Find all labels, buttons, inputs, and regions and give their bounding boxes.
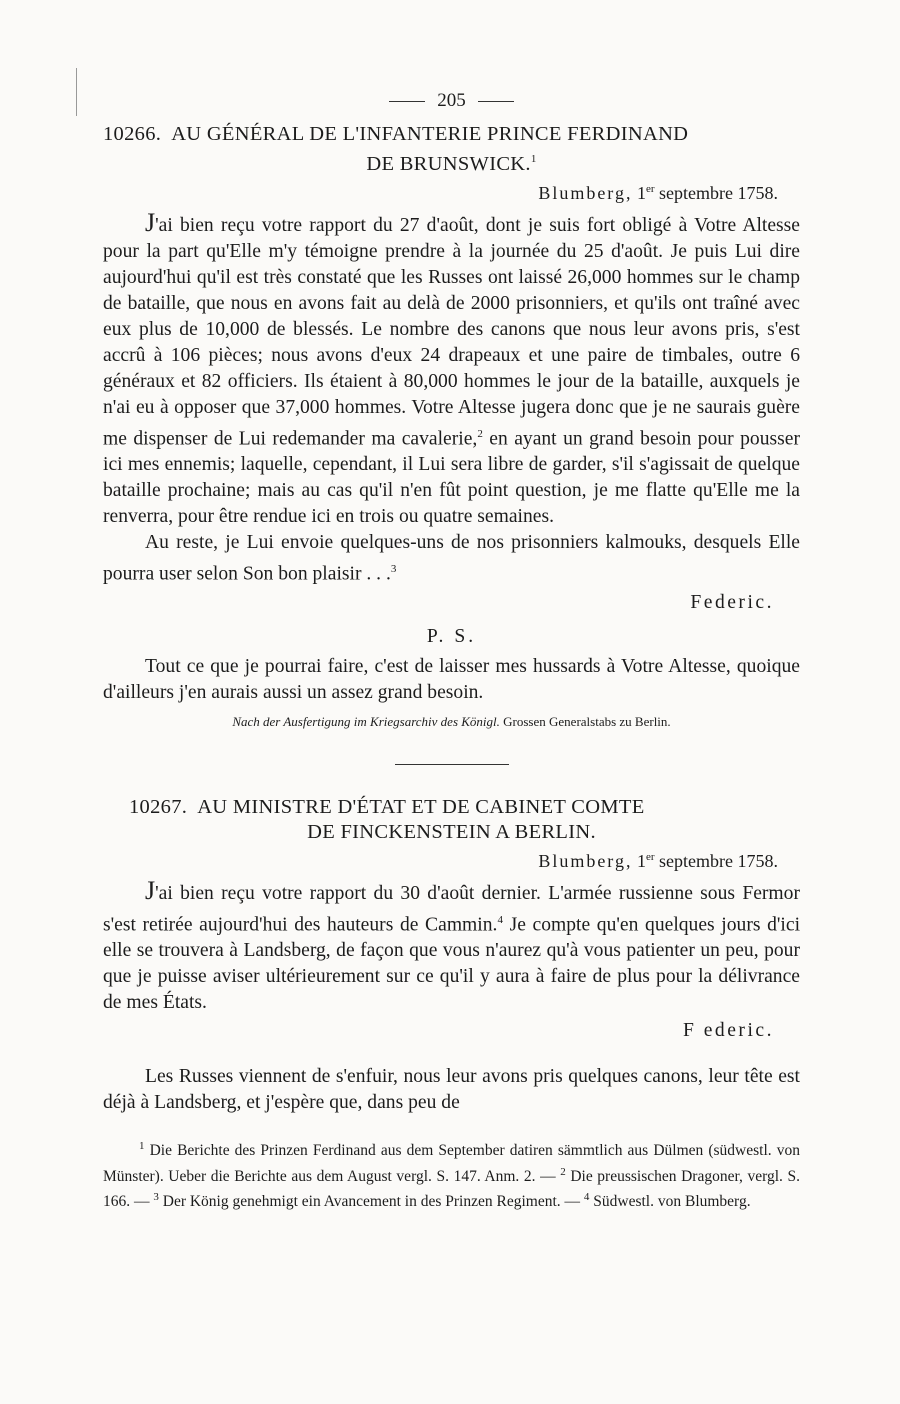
footnote-ref-1: 1 — [530, 153, 537, 165]
letter-1-heading — [103, 122, 800, 177]
footnote-1-marker: 1 — [139, 1140, 145, 1153]
footnote-ref-4: 4 — [497, 913, 503, 926]
section-divider — [395, 764, 509, 765]
letter-1-paragraph-1 — [103, 207, 800, 531]
letter-1-paragraph-2-text: Au reste, je Lui envoie quelques-uns de nos prisonniers kalmouks, desquels Elle pourra user selon Son bon plaisir . . . — [103, 532, 800, 585]
footnotes — [103, 1136, 800, 1211]
letter-1-paragraph-1-cont: en ayant un grand besoin pour pousser ici mes ennemis; laquelle, cependant, il Lui sera libre de garder, s'il s'agissait de quelque bataille prochaine; mais au cas qu'il n'en fût point question, je me flatte qu'Elle me la renverra, pour être rendue ici en trois ou quatre semaines. — [103, 428, 800, 528]
source-note-part-b: Grossen Generalstabs zu Berlin. — [503, 713, 671, 729]
letter-2-number: 10267. — [129, 795, 188, 818]
footnote-3-text: Der König genehmigt ein Avancement in des Prinzen Regiment. — — [158, 1192, 581, 1210]
letter-2-initial: J — [145, 875, 156, 905]
margin-mark — [76, 68, 77, 116]
letter-1-paragraph-2 — [103, 530, 800, 588]
footnote-ref-2: 2 — [477, 427, 483, 440]
letter-1-paragraph-1-text: 'ai bien reçu votre rapport du 27 d'août, dont je suis fort obligé à Votre Altesse pour la part qu'Elle m'y témoigne prendre à la journée du 25 d'août. Je puis Lui dire aujourd'hui qu'il est très constaté que les Russes ont laissé 26,000 hommes sur le champ de bataille, que nous en avons fait au delà de 2000 prisonniers, et qu'ils ont traîné avec eux plus de 10,000 de blessés. Le nombre des canons que nous leur avons pris, s'est accrû à 106 pièces; nous avons d'eux 24 drapeaux et une paire de timbales, outre 6 généraux et 82 officiers. Ils étaient à 80,000 hommes le jour de la bataille, auxquels je n'ai eu à opposer que 37,000 hommes. Votre Altesse jugera donc que je ne saurais guère me dispenser de Lui redemander ma cavalerie, — [103, 214, 800, 450]
page-number-line — [103, 86, 800, 116]
letter-1-signature: Federic. — [690, 591, 774, 613]
page-number: 205 — [437, 90, 466, 111]
letter-1-place: Blumberg, — [538, 182, 633, 203]
footnote-ref-3: 3 — [390, 563, 397, 576]
footnotes-text — [103, 1136, 800, 1211]
letter-2-heading-line2-wrap — [129, 820, 800, 845]
letter-1-heading-line2-wrap — [103, 147, 800, 177]
letter-2-date-day: 1 — [636, 850, 646, 871]
letter-1-date: septembre 1758. — [659, 182, 778, 203]
letter-2-place: Blumberg, — [538, 850, 633, 871]
footnote-4-marker: 4 — [583, 1190, 590, 1203]
letter-1-heading-line1: AU GÉNÉRAL DE L'INFANTERIE PRINCE FERDINAND — [171, 123, 689, 145]
dash-right — [478, 101, 514, 102]
letter-1-dateline — [103, 183, 778, 204]
document-page — [103, 86, 800, 1212]
letter-2-paragraph-2: Les Russes viennent de s'enfuir, nous leur avons pris quelques canons, leur tête est déjà à Landsberg, et j'espère que, dans peu de — [103, 1066, 800, 1114]
dash-left — [389, 101, 425, 102]
letter-1-date-sup: er — [645, 182, 655, 195]
letter-2-signature: F ederic. — [682, 1020, 774, 1042]
letter-2-heading-line1: AU MINISTRE D'ÉTAT ET DE CABINET COMTE — [197, 795, 645, 818]
letter-1-heading-line2: DE BRUNSWICK. — [366, 152, 531, 175]
letter-2-heading — [103, 795, 800, 845]
letter-2-dateline — [103, 851, 778, 872]
postscript-label: P. S. — [426, 625, 477, 647]
footnote-4-text: Südwestl. von Blumberg. — [589, 1192, 751, 1210]
letter-1-number: 10266. — [103, 123, 162, 145]
source-note-part-a: Nach der Ausfertigung im Kriegsarchiv des Königl. — [232, 713, 500, 729]
footnote-2-marker: 2 — [560, 1165, 566, 1178]
letter-1-date-day: 1 — [636, 182, 646, 203]
letter-2-date-sup: er — [645, 850, 655, 863]
letter-2-heading-line2: DE FINCKENSTEIN A BERLIN. — [307, 820, 596, 843]
footnote-1-text: Die Berichte des Prinzen Ferdinand aus dem September datiren sämmtlich aus Dülmen (südwestl. von Münster). Ueber die Berichte aus dem August vergl. S. 147. Anm. 2. — — [103, 1142, 800, 1185]
footnote-2-text: Die preussischen Dragoner, vergl. S. 166. — — [103, 1167, 801, 1210]
footnote-3-marker: 3 — [153, 1190, 159, 1203]
letter-2-date: septembre 1758. — [659, 850, 778, 871]
letter-2-paragraph-1-cont: Je compte qu'en quelques jours d'ici elle se trouvera à Landsberg, de façon que vous n'aurez qu'à vous patienter un peu, pour que je puisse aviser ultérieurement sur ce qu'il y aura à faire de plus pour la délivrance de mes États. — [103, 914, 801, 1014]
letter-2-paragraph-1 — [103, 875, 801, 1017]
letter-2-paragraph-1-text: 'ai bien reçu votre rapport du 30 d'août dernier. L'armée russienne sous Fermor s'est retirée aujourd'hui des hauteurs de Cammin. — [103, 882, 800, 936]
letter-1-initial: J — [145, 207, 156, 237]
postscript-text: Tout ce que je pourrai faire, c'est de laisser mes hussards à Votre Altesse, quoique d'ailleurs j'en aurais aussi un assez grand besoin. — [103, 655, 800, 703]
letter-1-source-note — [103, 714, 800, 730]
